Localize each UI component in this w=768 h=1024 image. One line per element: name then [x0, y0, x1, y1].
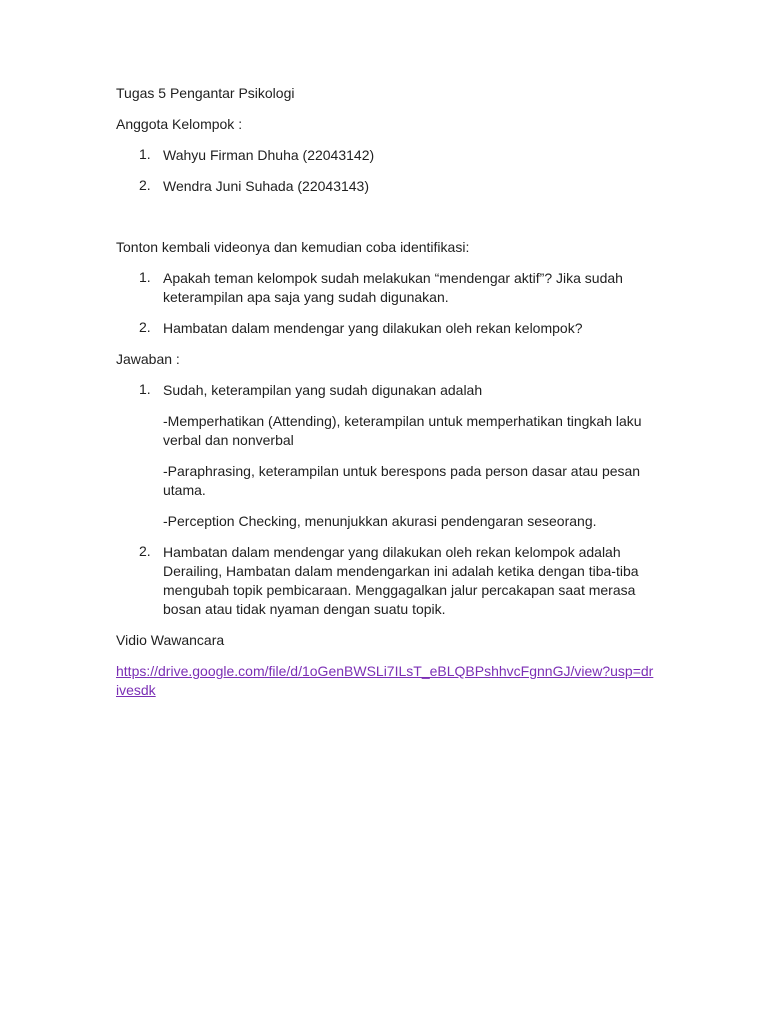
list-number: 1. [139, 146, 151, 162]
answer-label: Jawaban : [116, 351, 180, 367]
answer-item [116, 381, 656, 400]
video-label: Vidio Wawancara [116, 632, 225, 648]
answer-point: -Perception Checking, menunjukkan akurasi pendengaran seseorang. [163, 513, 597, 529]
member-item [116, 146, 656, 165]
question-text: Hambatan dalam mendengar yang dilakukan oleh rekan kelompok? [163, 320, 583, 336]
member-text: Wendra Juni Suhada (22043143) [163, 178, 370, 194]
list-number: 2. [139, 319, 151, 335]
members-label: Anggota Kelompok : [116, 116, 243, 132]
member-item [116, 177, 656, 196]
question-item [116, 269, 656, 307]
answer-text: Hambatan dalam mendengar yang dilakukan oleh rekan kelompok adalah Derailing, Hambatan dalam mendengarkan ini adalah ketika dengan tiba-tiba mengubah topik pembicaraan. Menggagalkan jalur percakapan saat merasa bosan atau tidak nyaman dengan suatu topik. [163, 544, 639, 617]
answer-point: -Memperhatikan (Attending), keterampilan untuk memperhatikan tingkah laku verbal dan nonverbal [163, 413, 642, 448]
spacer [116, 208, 656, 238]
answer-point: -Paraphrasing, keterampilan untuk berespons pada person dasar atau pesan utama. [163, 463, 641, 498]
list-number: 2. [139, 543, 151, 559]
video-link[interactable]: https://drive.google.com/file/d/1oGenBWSLi7ILsT_eBLQBPshhvcFgnnGJ/view?usp=drivesdk [116, 663, 654, 698]
list-number: 1. [139, 381, 151, 397]
answer-text: Sudah, keterampilan yang sudah digunakan adalah [163, 382, 483, 398]
question-text: Apakah teman kelompok sudah melakukan “mendengar aktif”? Jika sudah keterampilan apa saja yang sudah digunakan. [163, 270, 623, 305]
document-title: Tugas 5 Pengantar Psikologi [116, 85, 295, 101]
member-text: Wahyu Firman Dhuha (22043142) [163, 147, 375, 163]
list-number: 2. [139, 177, 151, 193]
answer-item [116, 543, 656, 619]
instruction-text: Tonton kembali videonya dan kemudian coba identifikasi: [116, 239, 470, 255]
list-number: 1. [139, 269, 151, 285]
question-item [116, 319, 656, 338]
document-page [116, 84, 656, 700]
